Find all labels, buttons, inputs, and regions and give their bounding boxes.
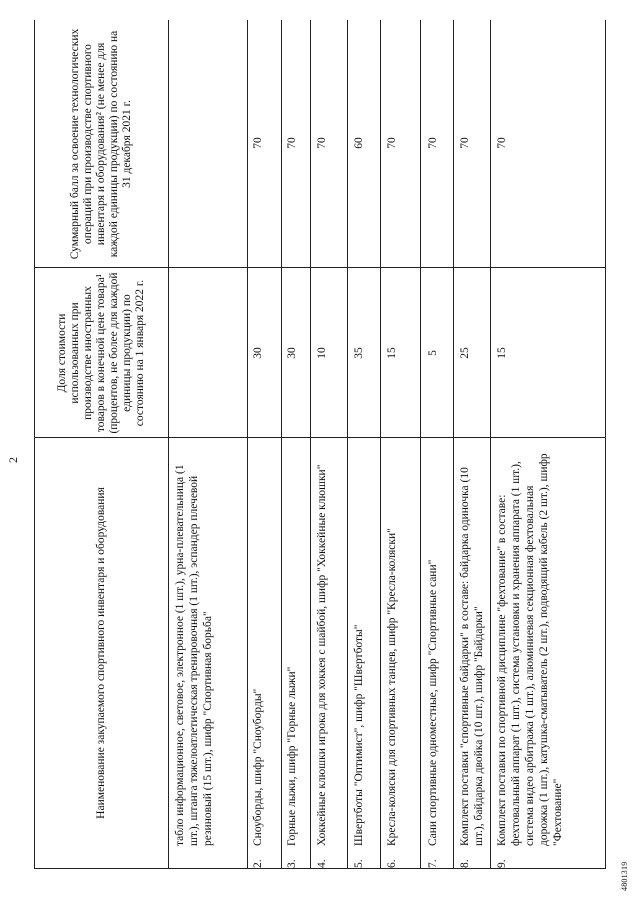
row-score: 70 [496, 137, 508, 149]
row-name: Горные лыжи, шифр "Горные лыжи" [286, 666, 298, 846]
row-divider [347, 20, 348, 868]
header-score: Суммарный балл за освоение технологических операций при производстве спортивного инвентаря и оборудования² (не менее для каждой единицы продукции) по состоянию на 31 декабря 2021 г. [69, 28, 133, 260]
row-score: 70 [427, 137, 439, 149]
row-number: 4. [316, 859, 328, 868]
page-number: 2 [6, 457, 20, 463]
row-divider [310, 20, 311, 868]
row-number: 6. [386, 859, 398, 868]
row-name: Швертботы "Оптимист", шифр "Швертботы" [353, 624, 365, 846]
row-share: 25 [459, 347, 471, 359]
row-score: 70 [386, 137, 398, 149]
header-divider [168, 20, 169, 868]
row-divider [281, 20, 282, 868]
row-name: Комплект поставки "спортивные байдарки" в составе: байдарка одиночка (10 шт.), байдарка двойка (10 шт.), шифр "Байдарки" [459, 467, 485, 846]
continuation-name: табло информационное, световое, электронное (1 шт.), урна-плевательница (1 шт.), штанга тяжелоатлетическая тренировочная (1 шт.), эспандер плечевой резиновый (15 шт.), шифр "Спортивная борьба" [174, 464, 214, 846]
header-share: Доля стоимости использованных при производстве иностранных товаров в конечной цене товара¹ (процентов, не более для каждой единицы продукции) по состоянию на 1 января 2022 г. [56, 272, 146, 434]
document-code: 4801319 [620, 861, 629, 891]
row-divider [247, 20, 248, 868]
row-number: 7. [427, 859, 439, 868]
row-name: Кресла-коляски для спортивных танцев, шифр "Кресла-коляски" [386, 528, 398, 846]
row-score: 70 [286, 137, 298, 149]
row-score: 70 [316, 137, 328, 149]
row-name: Хоккейные клюшки игрока для хоккея с шайбой, шифр "Хоккейные клюшки" [316, 464, 328, 846]
row-number: 2. [252, 859, 264, 868]
procurement-table [34, 20, 606, 869]
row-share: 35 [353, 347, 365, 359]
row-share: 15 [496, 347, 508, 359]
row-number: 5. [353, 859, 365, 868]
row-score: 70 [459, 137, 471, 149]
row-score: 60 [353, 137, 365, 149]
row-number: 8. [459, 859, 471, 868]
row-share: 5 [427, 350, 439, 356]
row-share: 30 [252, 347, 264, 359]
row-divider [490, 20, 491, 868]
row-divider [380, 20, 381, 868]
row-divider [420, 20, 421, 868]
row-share: 15 [386, 347, 398, 359]
row-number: 9. [496, 859, 508, 868]
row-name: Сноуборды, шифр "Сноуборды" [252, 688, 264, 846]
row-share: 10 [316, 347, 328, 359]
row-score: 70 [252, 137, 264, 149]
row-share: 30 [286, 347, 298, 359]
row-divider [453, 20, 454, 868]
header-name: Наименование закупаемого спортивного инвентаря и оборудования [95, 487, 107, 819]
row-number: 3. [286, 859, 298, 868]
row-name: Комплект поставки по спортивной дисциплине "фехтование" в составе: фехтовальный аппарат (1 шт.), система установки и хранения аппарата (1 шт.), система видео арбитража (1 шт.), алюминиевая секционная фехтовальная дорожка (1 шт.), катушка-сматыватель (2 шт.), подводящий кабель (2 шт.), шифр "Фехтование" [496, 453, 564, 846]
row-name: Сани спортивные одноместные, шифр "Спортивные сани" [427, 559, 439, 846]
